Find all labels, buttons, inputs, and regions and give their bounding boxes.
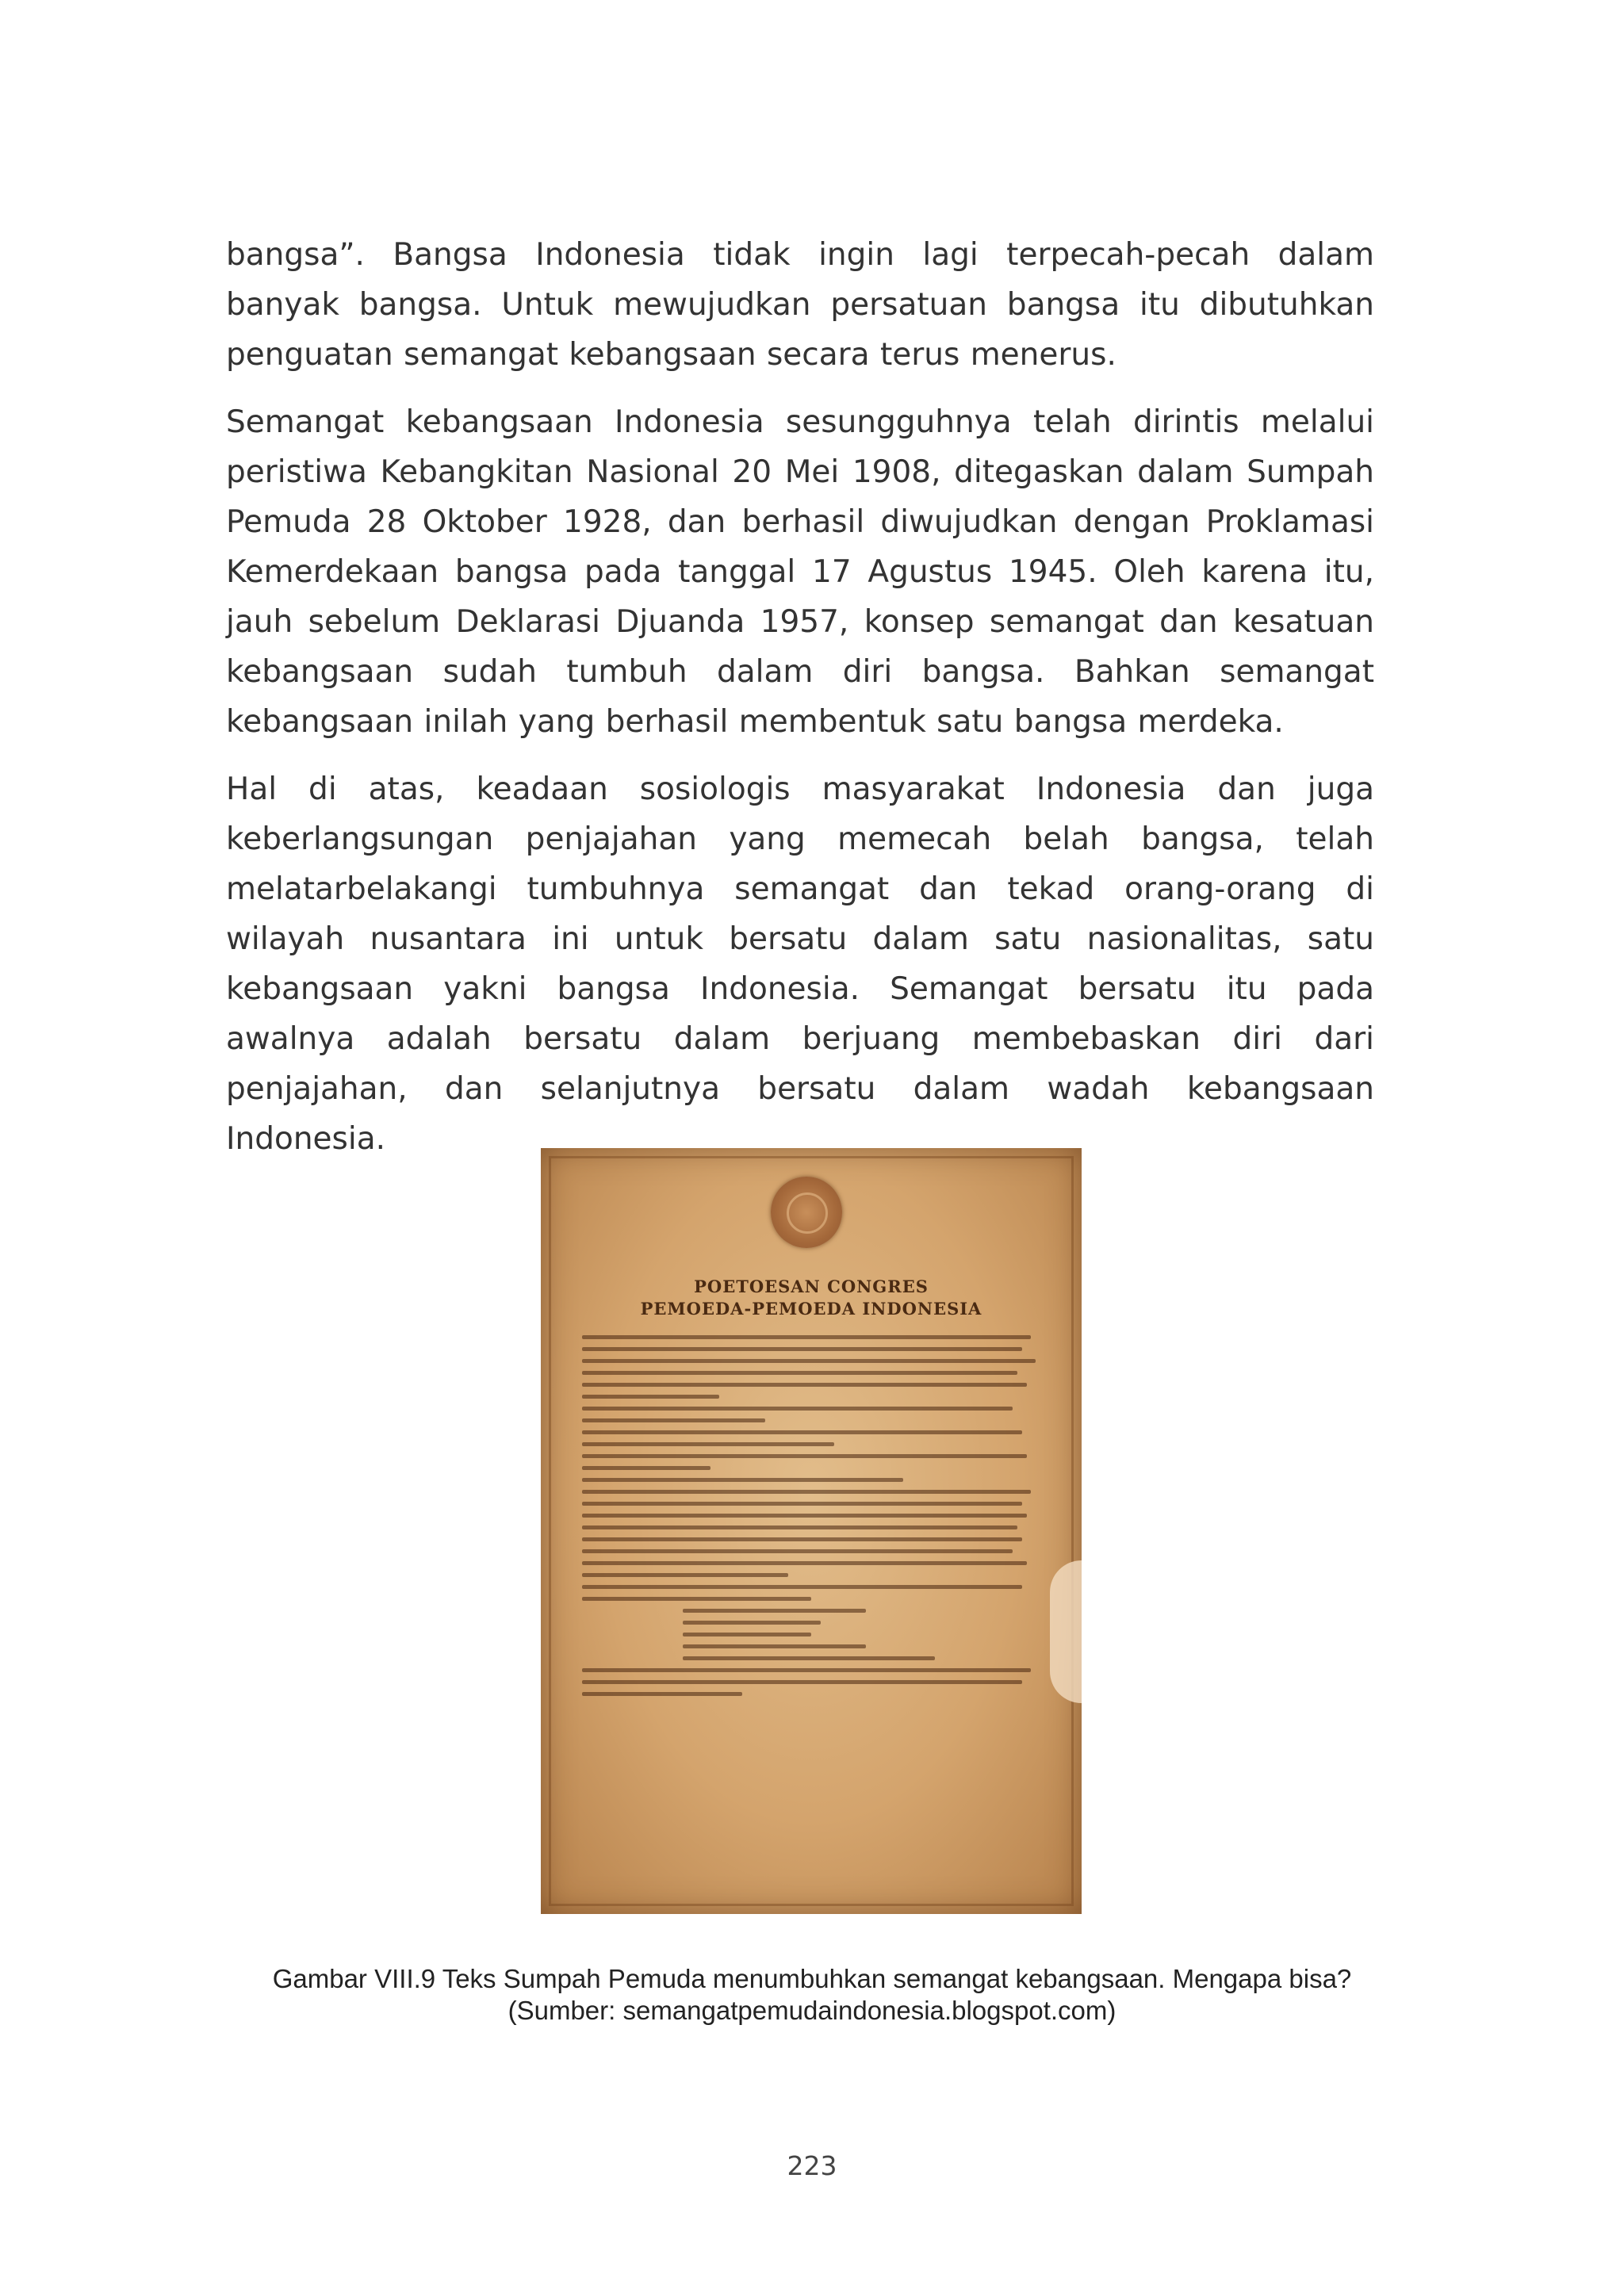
emblem-seal (771, 1177, 842, 1248)
paragraph-2: Semangat kebangsaan Indonesia sesungguhnya telah dirintis melalui peristiwa Kebangkitan Nasional 20 Mei 1908, ditegaskan dalam Sumpah Pemuda 28 Oktober 1928, dan berhasil diwujudkan dengan Proklamasi Kemerdekaan bangsa pada tanggal 17 Agustus 1945. Oleh karena itu, jauh sebelum Deklarasi Djuanda 1957, konsep semangat dan kesatuan kebangsaan sudah tumbuh dalam diri bangsa. Bahkan semangat kebangsaan inilah yang berhasil membentuk satu bangsa merdeka. (226, 404, 1374, 740)
torn-edge (1050, 1560, 1082, 1703)
page-number: 223 (787, 2150, 837, 2181)
sumpah-pemuda-document-image (541, 1148, 1082, 1914)
paragraph-3: Hal di atas, keadaan sosiologis masyarakat Indonesia dan juga keberlangsungan penjajahan yang memecah belah bangsa, telah melatarbelakangi tumbuhnya semangat dan tekad orang-orang di wilayah nusantara ini untuk bersatu dalam satu nasionalitas, satu kebangsaan yakni bangsa Indonesia. Semangat bersatu itu pada awalnya adalah bersatu dalam berjuang membebaskan diri dari penjajahan, dan selanjutnya bersatu dalam wadah kebangsaan Indonesia. (226, 771, 1374, 1157)
document-subtitle: PEMOEDA-PEMOEDA INDONESIA (640, 1299, 982, 1319)
paragraph-1: bangsa”. Bangsa Indonesia tidak ingin lagi terpecah-pecah dalam banyak bangsa. Untuk mewujudkan persatuan bangsa itu dibutuhkan penguatan semangat kebangsaan secara terus menerus. (226, 237, 1374, 373)
body-text (226, 230, 1374, 1181)
figure-caption: Gambar VIII.9 Teks Sumpah Pemuda menumbuhkan semangat kebangsaan. Mengapa bisa? (Sumber: semangatpemudaindonesia.blogspot.com) (272, 1964, 1352, 2025)
document-title: POETOESAN CONGRES (694, 1277, 929, 1296)
document-body-text (582, 1335, 1040, 1704)
